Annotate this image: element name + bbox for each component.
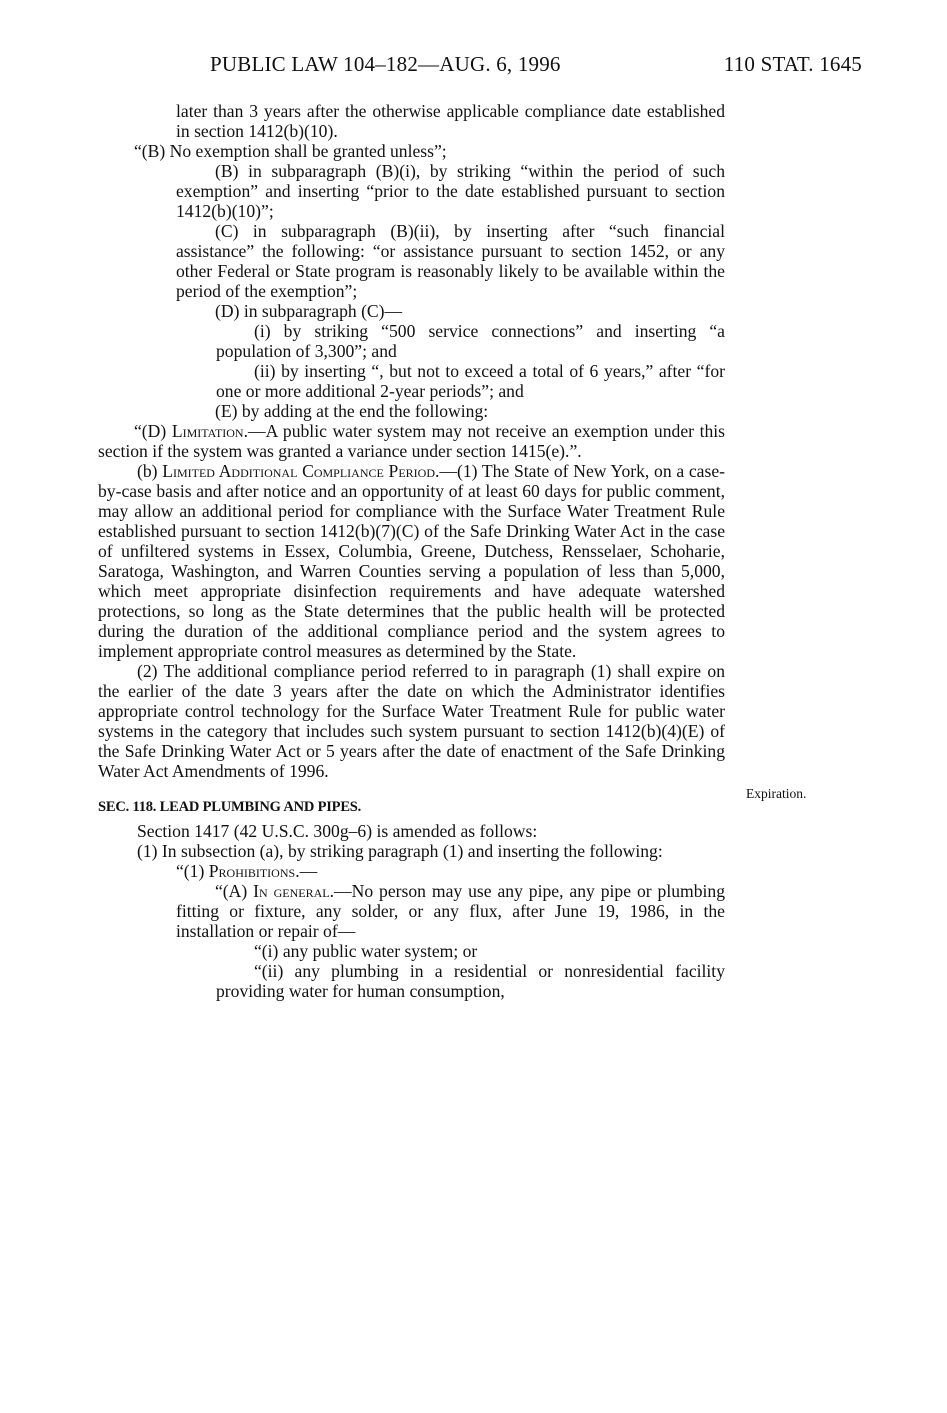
paragraph-subsection-a: (1) In subsection (a), by striking paragraph (1) and inserting the following:: [137, 841, 663, 861]
paragraph-clause-i: (i) by striking “500 service connections” and inserting “a population of 3,300”; and: [216, 321, 725, 361]
paragraph-subpara-c: (C) in subparagraph (B)(ii), by inserting after “such financial assistance” the following: “or assistance pursuant to section 1452, or any other Federal or State program is reasonably likely to be available within the period of the exemption”;: [176, 221, 725, 301]
paragraph-expiration: (2) The additional compliance period referred to in paragraph (1) shall expire on the earlier of the date 3 years after the date on which the Administrator identifies appropriate control technology for the Surface Water Treatment Rule for public water systems in the category that includes such system pursuant to section 1412(b)(4)(E) of the Safe Drinking Water Act or 5 years after the date of enactment of the Safe Drinking Water Act Amendments of 1996.: [98, 661, 725, 781]
paragraph-prohibitions: [98, 861, 725, 881]
in-general-heading: In general: [253, 881, 330, 901]
paragraph-subpara-b: (B) in subparagraph (B)(i), by striking “within the period of such exemption” and inserting “prior to the date established pursuant to section 1412(b)(10)”;: [176, 161, 725, 221]
limitation-text: .—A public water system may not receive an exemption under this section if the system was granted a variance under section 1415(e).”.: [98, 421, 725, 461]
in-general-lead: “(A): [215, 881, 254, 901]
paragraph-section-1417: Section 1417 (42 U.S.C. 300g–6) is amended as follows:: [137, 821, 538, 841]
limitation-heading: Limitation: [171, 421, 244, 441]
prohibitions-dash: .—: [295, 861, 318, 881]
paragraph-subpara-d: (D) in subparagraph (C)—: [215, 301, 403, 321]
document-body: [98, 101, 725, 1001]
header-stat-citation: 110 STAT. 1645: [723, 52, 862, 76]
in-general-text: .—No person may use any pipe, any pipe or plumbing fitting or fixture, any solder, or any flux, after June 19, 1986, in the installation or repair of—: [176, 881, 725, 941]
limited-compliance-lead: (b): [137, 461, 163, 481]
page-header: [210, 52, 862, 82]
paragraph-clause-ii: (ii) by inserting “, but not to exceed a total of 6 years,” after “for one or more additional 2-year periods”; and: [216, 361, 725, 401]
limited-compliance-text: .—(1) The State of New York, on a case-by-case basis and after notice and an opportunity of at least 60 days for public comment, may allow an additional period for compliance with the Surface Water Treatment Rule established pursuant to section 1412(b)(7)(C) of the Safe Drinking Water Act in the case of unfiltered systems in Essex, Columbia, Greene, Dutchess, Rensselaer, Schoharie, Saratoga, Washington, and Warren Counties serving a population of less than 5,000, which meet appropriate disinfection requirements and have adequate watershed protections, so long as the State determines that the public health will be protected during the duration of the additional compliance period and the system agrees to implement appropriate control measures as determined by the State.: [98, 461, 725, 661]
prohibitions-lead: “(1): [176, 861, 209, 881]
prohibitions-heading: Prohibitions: [208, 861, 296, 881]
paragraph-clause-public-water: “(i) any public water system; or: [254, 941, 478, 961]
margin-note-expiration: Expiration.: [746, 786, 807, 801]
section-heading: SEC. 118. LEAD PLUMBING AND PIPES.: [98, 799, 362, 815]
limitation-lead: “(D): [134, 421, 172, 441]
limited-compliance-heading: Limited Additional Compliance Period: [162, 461, 436, 481]
paragraph-clause-plumbing: “(ii) any plumbing in a residential or nonresidential facility providing water for human consumption,: [216, 961, 725, 1001]
paragraph-continuation: later than 3 years after the otherwise applicable compliance date established in section 1412(b)(10).: [176, 101, 725, 141]
paragraph-limited-compliance: [98, 461, 725, 661]
paragraph-in-general: [98, 881, 725, 941]
paragraph-exemption-b: “(B) No exemption shall be granted unless”;: [134, 141, 447, 161]
paragraph-limitation: [98, 421, 725, 461]
paragraph-subpara-e: (E) by adding at the end the following:: [215, 401, 489, 421]
header-title: PUBLIC LAW 104–182—AUG. 6, 1996: [210, 52, 561, 76]
